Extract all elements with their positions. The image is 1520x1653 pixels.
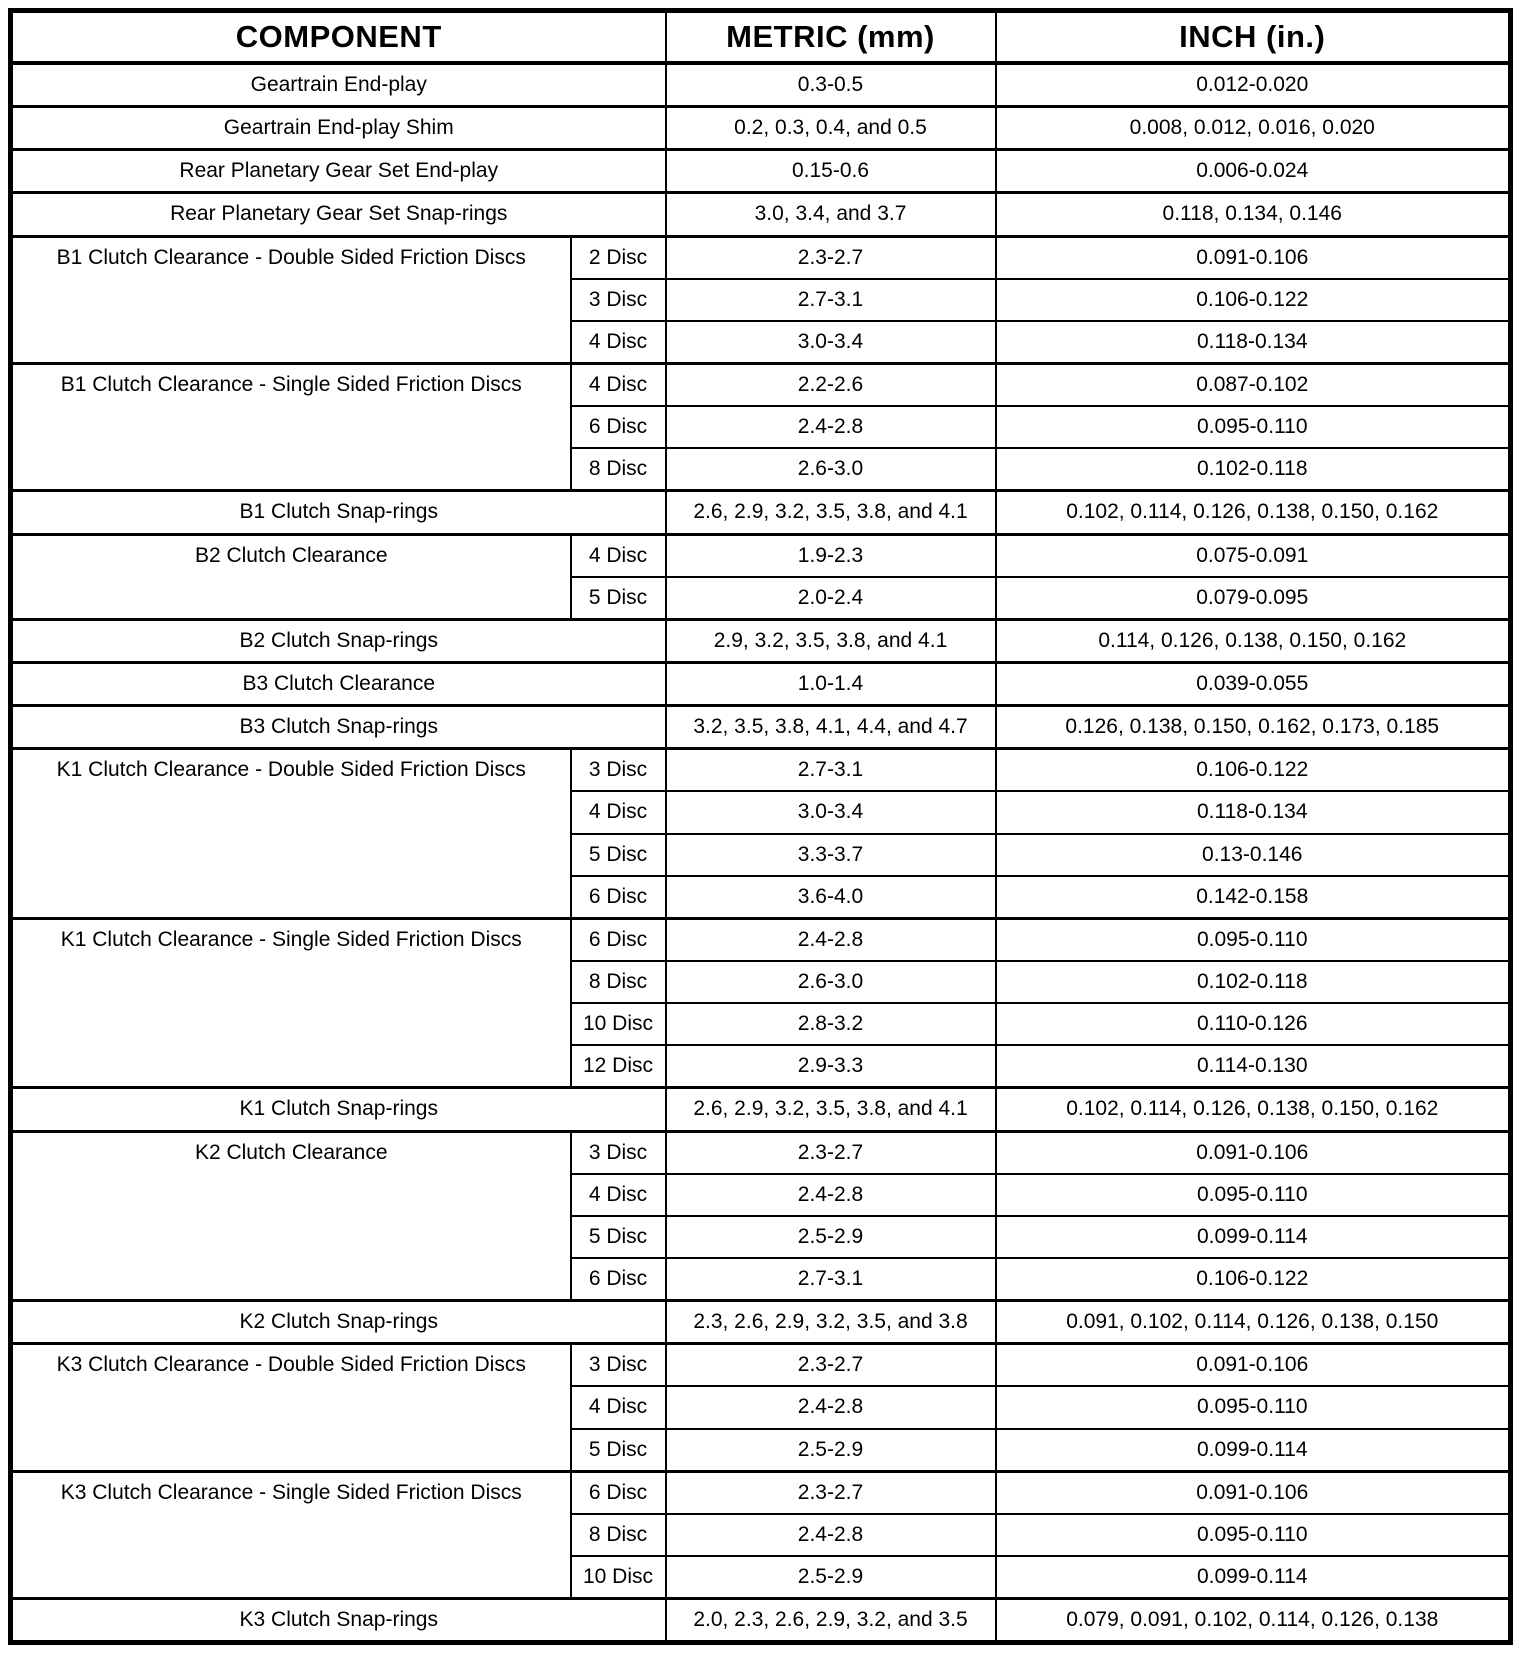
metric-value-cell: 2.3-2.7: [666, 1344, 996, 1387]
table-row: [11, 1344, 1511, 1387]
table-row: [11, 1301, 1511, 1344]
inch-value-cell: 0.102, 0.114, 0.126, 0.138, 0.150, 0.162: [996, 1088, 1511, 1131]
metric-value-cell: 1.9-2.3: [666, 534, 996, 577]
component-cell: K3 Clutch Clearance - Double Sided Friction Discs: [11, 1344, 571, 1471]
table-row: [11, 619, 1511, 662]
spec-table-body: [11, 63, 1511, 1643]
disc-count-cell: 12 Disc: [571, 1045, 666, 1088]
inch-value-cell: 0.142-0.158: [996, 876, 1511, 919]
metric-value-cell: 2.3-2.7: [666, 1131, 996, 1174]
component-cell: B1 Clutch Clearance - Double Sided Friction Discs: [11, 236, 571, 363]
metric-value-cell: 2.4-2.8: [666, 918, 996, 961]
table-row: [11, 662, 1511, 705]
inch-value-cell: 0.099-0.114: [996, 1216, 1511, 1258]
inch-value-cell: 0.106-0.122: [996, 279, 1511, 321]
disc-count-cell: 8 Disc: [571, 1514, 666, 1556]
header-component: COMPONENT: [11, 11, 666, 64]
disc-count-cell: 3 Disc: [571, 279, 666, 321]
table-row: [11, 1471, 1511, 1514]
component-cell: Rear Planetary Gear Set Snap-rings: [11, 193, 666, 236]
metric-value-cell: 2.9-3.3: [666, 1045, 996, 1088]
metric-value-cell: 0.2, 0.3, 0.4, and 0.5: [666, 107, 996, 150]
disc-count-cell: 5 Disc: [571, 577, 666, 620]
metric-value-cell: 2.4-2.8: [666, 1514, 996, 1556]
inch-value-cell: 0.126, 0.138, 0.150, 0.162, 0.173, 0.185: [996, 706, 1511, 749]
table-row: [11, 918, 1511, 961]
disc-count-cell: 4 Disc: [571, 363, 666, 406]
disc-count-cell: 8 Disc: [571, 448, 666, 491]
disc-count-cell: 3 Disc: [571, 1131, 666, 1174]
inch-value-cell: 0.079-0.095: [996, 577, 1511, 620]
inch-value-cell: 0.118-0.134: [996, 791, 1511, 833]
inch-value-cell: 0.118, 0.134, 0.146: [996, 193, 1511, 236]
metric-value-cell: 0.15-0.6: [666, 150, 996, 193]
metric-value-cell: 2.5-2.9: [666, 1216, 996, 1258]
component-cell: K1 Clutch Snap-rings: [11, 1088, 666, 1131]
metric-value-cell: 2.6, 2.9, 3.2, 3.5, 3.8, and 4.1: [666, 1088, 996, 1131]
inch-value-cell: 0.008, 0.012, 0.016, 0.020: [996, 107, 1511, 150]
inch-value-cell: 0.095-0.110: [996, 406, 1511, 448]
component-cell: K3 Clutch Snap-rings: [11, 1599, 666, 1643]
disc-count-cell: 6 Disc: [571, 406, 666, 448]
inch-value-cell: 0.102, 0.114, 0.126, 0.138, 0.150, 0.162: [996, 491, 1511, 534]
disc-count-cell: 6 Disc: [571, 918, 666, 961]
component-cell: K1 Clutch Clearance - Single Sided Friction Discs: [11, 918, 571, 1088]
header-row: [11, 11, 1511, 64]
disc-count-cell: 4 Disc: [571, 1174, 666, 1216]
table-row: [11, 150, 1511, 193]
inch-value-cell: 0.110-0.126: [996, 1003, 1511, 1045]
metric-value-cell: 0.3-0.5: [666, 63, 996, 107]
disc-count-cell: 6 Disc: [571, 1471, 666, 1514]
inch-value-cell: 0.114, 0.126, 0.138, 0.150, 0.162: [996, 619, 1511, 662]
component-cell: B2 Clutch Clearance: [11, 534, 571, 619]
inch-value-cell: 0.091-0.106: [996, 1471, 1511, 1514]
metric-value-cell: 2.5-2.9: [666, 1429, 996, 1472]
metric-value-cell: 2.7-3.1: [666, 1258, 996, 1301]
inch-value-cell: 0.087-0.102: [996, 363, 1511, 406]
metric-value-cell: 2.3-2.7: [666, 236, 996, 279]
disc-count-cell: 5 Disc: [571, 834, 666, 876]
disc-count-cell: 10 Disc: [571, 1003, 666, 1045]
inch-value-cell: 0.102-0.118: [996, 961, 1511, 1003]
table-row: [11, 491, 1511, 534]
inch-value-cell: 0.091, 0.102, 0.114, 0.126, 0.138, 0.150: [996, 1301, 1511, 1344]
inch-value-cell: 0.106-0.122: [996, 749, 1511, 792]
table-row: [11, 706, 1511, 749]
inch-value-cell: 0.091-0.106: [996, 236, 1511, 279]
metric-value-cell: 1.0-1.4: [666, 662, 996, 705]
metric-value-cell: 2.0, 2.3, 2.6, 2.9, 3.2, and 3.5: [666, 1599, 996, 1643]
metric-value-cell: 2.3-2.7: [666, 1471, 996, 1514]
component-cell: K1 Clutch Clearance - Double Sided Friction Discs: [11, 749, 571, 919]
metric-value-cell: 3.2, 3.5, 3.8, 4.1, 4.4, and 4.7: [666, 706, 996, 749]
metric-value-cell: 3.0-3.4: [666, 321, 996, 364]
disc-count-cell: 2 Disc: [571, 236, 666, 279]
specifications-table: [8, 8, 1513, 1645]
component-cell: K2 Clutch Clearance: [11, 1131, 571, 1301]
disc-count-cell: 3 Disc: [571, 1344, 666, 1387]
metric-value-cell: 2.0-2.4: [666, 577, 996, 620]
disc-count-cell: 10 Disc: [571, 1556, 666, 1599]
inch-value-cell: 0.095-0.110: [996, 918, 1511, 961]
table-row: [11, 1599, 1511, 1643]
inch-value-cell: 0.114-0.130: [996, 1045, 1511, 1088]
disc-count-cell: 6 Disc: [571, 1258, 666, 1301]
component-cell: B1 Clutch Snap-rings: [11, 491, 666, 534]
metric-value-cell: 2.4-2.8: [666, 1174, 996, 1216]
inch-value-cell: 0.012-0.020: [996, 63, 1511, 107]
disc-count-cell: 4 Disc: [571, 321, 666, 364]
component-cell: Geartrain End-play: [11, 63, 666, 107]
inch-value-cell: 0.095-0.110: [996, 1514, 1511, 1556]
inch-value-cell: 0.102-0.118: [996, 448, 1511, 491]
inch-value-cell: 0.006-0.024: [996, 150, 1511, 193]
component-cell: B3 Clutch Clearance: [11, 662, 666, 705]
metric-value-cell: 2.2-2.6: [666, 363, 996, 406]
disc-count-cell: 6 Disc: [571, 876, 666, 919]
metric-value-cell: 2.6, 2.9, 3.2, 3.5, 3.8, and 4.1: [666, 491, 996, 534]
disc-count-cell: 5 Disc: [571, 1216, 666, 1258]
inch-value-cell: 0.13-0.146: [996, 834, 1511, 876]
inch-value-cell: 0.095-0.110: [996, 1386, 1511, 1428]
metric-value-cell: 2.9, 3.2, 3.5, 3.8, and 4.1: [666, 619, 996, 662]
inch-value-cell: 0.095-0.110: [996, 1174, 1511, 1216]
table-header: [11, 11, 1511, 64]
inch-value-cell: 0.079, 0.091, 0.102, 0.114, 0.126, 0.138: [996, 1599, 1511, 1643]
metric-value-cell: 2.8-3.2: [666, 1003, 996, 1045]
table-row: [11, 107, 1511, 150]
inch-value-cell: 0.091-0.106: [996, 1344, 1511, 1387]
inch-value-cell: 0.099-0.114: [996, 1429, 1511, 1472]
table-row: [11, 1088, 1511, 1131]
metric-value-cell: 3.6-4.0: [666, 876, 996, 919]
table-row: [11, 193, 1511, 236]
metric-value-cell: 2.3, 2.6, 2.9, 3.2, 3.5, and 3.8: [666, 1301, 996, 1344]
inch-value-cell: 0.106-0.122: [996, 1258, 1511, 1301]
table-row: [11, 1131, 1511, 1174]
table-row: [11, 63, 1511, 107]
table-row: [11, 236, 1511, 279]
inch-value-cell: 0.099-0.114: [996, 1556, 1511, 1599]
table-row: [11, 534, 1511, 577]
header-metric: METRIC (mm): [666, 11, 996, 64]
disc-count-cell: 4 Disc: [571, 791, 666, 833]
component-cell: K3 Clutch Clearance - Single Sided Friction Discs: [11, 1471, 571, 1598]
disc-count-cell: 4 Disc: [571, 1386, 666, 1428]
disc-count-cell: 5 Disc: [571, 1429, 666, 1472]
metric-value-cell: 2.4-2.8: [666, 1386, 996, 1428]
disc-count-cell: 8 Disc: [571, 961, 666, 1003]
inch-value-cell: 0.091-0.106: [996, 1131, 1511, 1174]
metric-value-cell: 2.4-2.8: [666, 406, 996, 448]
component-cell: K2 Clutch Snap-rings: [11, 1301, 666, 1344]
metric-value-cell: 2.6-3.0: [666, 961, 996, 1003]
inch-value-cell: 0.075-0.091: [996, 534, 1511, 577]
metric-value-cell: 2.7-3.1: [666, 279, 996, 321]
disc-count-cell: 4 Disc: [571, 534, 666, 577]
component-cell: Rear Planetary Gear Set End-play: [11, 150, 666, 193]
metric-value-cell: 2.6-3.0: [666, 448, 996, 491]
metric-value-cell: 2.7-3.1: [666, 749, 996, 792]
header-inch: INCH (in.): [996, 11, 1511, 64]
metric-value-cell: 3.3-3.7: [666, 834, 996, 876]
disc-count-cell: 3 Disc: [571, 749, 666, 792]
table-row: [11, 363, 1511, 406]
component-cell: B2 Clutch Snap-rings: [11, 619, 666, 662]
metric-value-cell: 3.0, 3.4, and 3.7: [666, 193, 996, 236]
metric-value-cell: 2.5-2.9: [666, 1556, 996, 1599]
table-row: [11, 749, 1511, 792]
inch-value-cell: 0.039-0.055: [996, 662, 1511, 705]
component-cell: B3 Clutch Snap-rings: [11, 706, 666, 749]
inch-value-cell: 0.118-0.134: [996, 321, 1511, 364]
metric-value-cell: 3.0-3.4: [666, 791, 996, 833]
component-cell: Geartrain End-play Shim: [11, 107, 666, 150]
component-cell: B1 Clutch Clearance - Single Sided Friction Discs: [11, 363, 571, 490]
